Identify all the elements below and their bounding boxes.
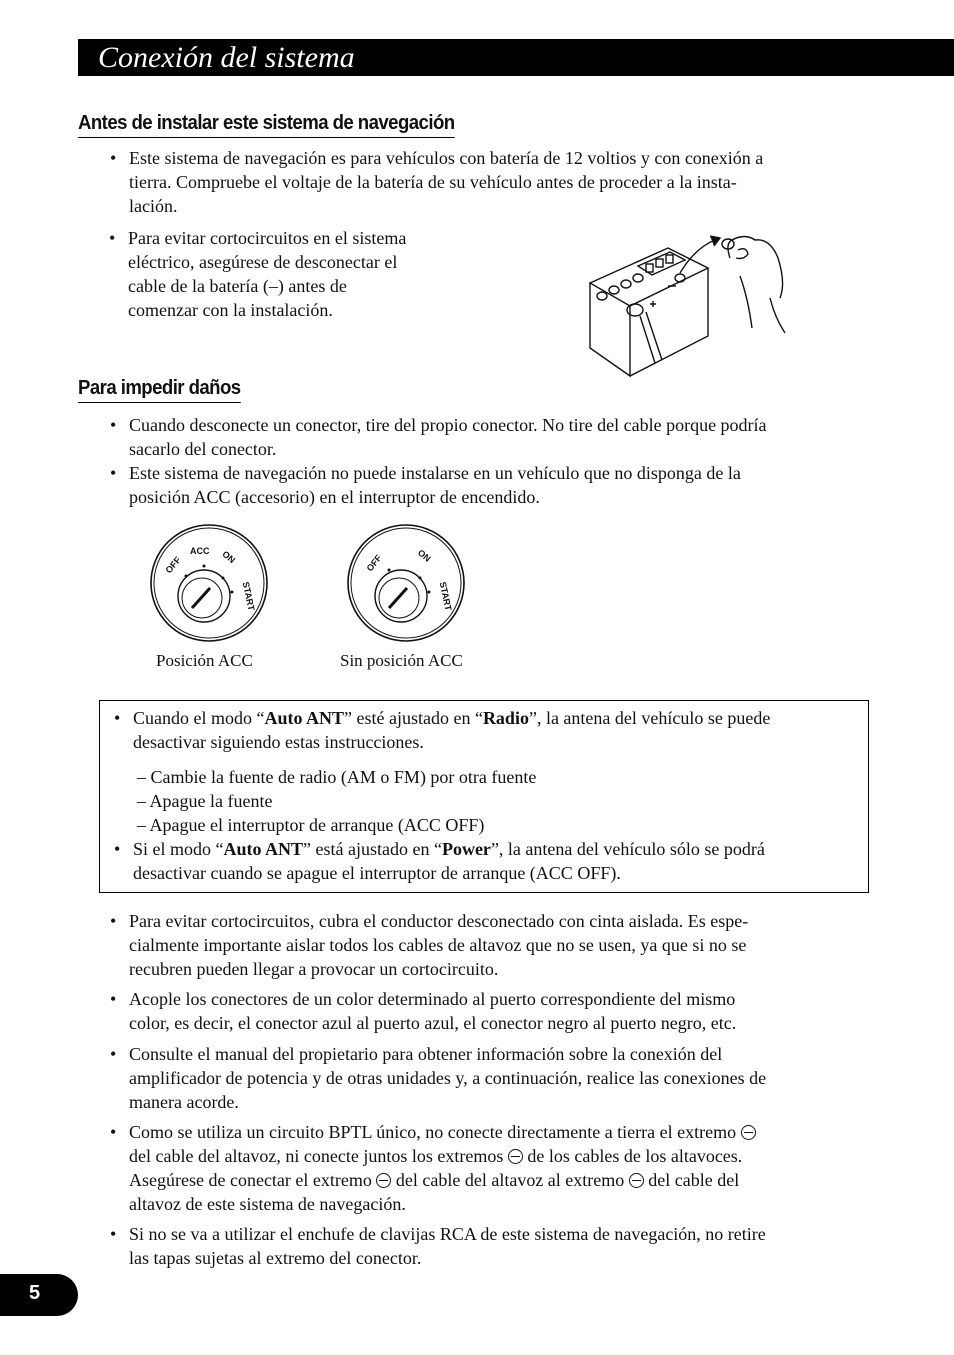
text-line: tierra. Compruebe el voltaje de la batería de su vehículo antes de proceder a la insta- bbox=[129, 172, 737, 192]
ignition-switch-with-acc bbox=[148, 520, 270, 646]
text-line: lación. bbox=[129, 196, 178, 216]
bullet-rca-caps: • Si no se va a utilizar el enchufe de clavijas RCA de este sistema de navegación, no retire las tapas sujetas al extremo del conector. bbox=[110, 1224, 766, 1268]
minus-terminal-icon bbox=[741, 1125, 756, 1140]
text-line: Consulte el manual del propietario para obtener información sobre la conexión del bbox=[129, 1044, 723, 1064]
text-line: amplificador de potencia y de otras unidades y, a continuación, realice las conexiones de bbox=[129, 1068, 767, 1088]
text-line: comenzar con la instalación. bbox=[128, 300, 333, 320]
text-line: eléctrico, asegúrese de desconectar el bbox=[128, 252, 398, 272]
text-run: del cable del altavoz al extremo bbox=[395, 1170, 625, 1190]
minus-terminal-icon bbox=[376, 1173, 391, 1188]
bullet-disconnect-battery: • Para evitar cortocircuitos en el sistema eléctrico, asegúrese de desconectar el cable de la batería (–) antes de comenzar con la instalación. bbox=[109, 228, 407, 320]
text-line bbox=[129, 1168, 756, 1192]
switch-off-label: OFF bbox=[163, 554, 183, 576]
text-line bbox=[129, 1120, 756, 1144]
chapter-title: Conexión del sistema bbox=[98, 41, 355, 74]
text-line: color, es decir, el conector azul al puerto azul, el conector negro al puerto negro, etc. bbox=[129, 1013, 737, 1033]
battery-disconnect-illustration bbox=[580, 228, 795, 380]
caption-no-acc-position: Sin posición ACC bbox=[340, 651, 463, 670]
text-line: cialmente importante aislar todos los cables de altavoz que no se usen, ya que si no se bbox=[129, 935, 747, 955]
bullet-battery-voltage: • Este sistema de navegación es para vehículos con batería de 12 voltios y con conexión a tierra. Compruebe el voltaje de la batería de su vehículo antes de proceder a la insta- lación. bbox=[110, 148, 764, 216]
text-line bbox=[133, 706, 770, 730]
switch-on-label: ON bbox=[415, 547, 433, 564]
switch-off-label: OFF bbox=[364, 552, 384, 574]
text-line: manera acorde. bbox=[129, 1092, 239, 1112]
caption-acc-position: Posición ACC bbox=[156, 651, 253, 670]
bullet-acc-position: • Este sistema de navegación no puede instalarse en un vehículo que no disponga de la posición ACC (accesorio) en el interruptor de encendido. bbox=[110, 463, 741, 507]
mode-value: Radio bbox=[482, 708, 529, 728]
bullet-owner-manual: • Consulte el manual del propietario para obtener información sobre la conexión del amplificador de potencia y de otras unidades y, a continuación, realice las conexiones de manera acorde. bbox=[110, 1044, 767, 1112]
text-run: ” está ajustado en “ bbox=[303, 839, 442, 859]
text-run: Si el modo “ bbox=[133, 839, 224, 859]
text-line: Si no se va a utilizar el enchufe de clavijas RCA de este sistema de navegación, no retire bbox=[129, 1224, 766, 1244]
step-item: – Cambie la fuente de radio (AM o FM) por otra fuente bbox=[137, 767, 537, 787]
switch-acc-label: ACC bbox=[190, 546, 210, 556]
step-item: – Apague el interruptor de arranque (ACC OFF) bbox=[137, 815, 485, 835]
chapter-title-bar bbox=[78, 39, 954, 76]
section-heading-prevent-damage: Para impedir daños bbox=[78, 377, 241, 403]
switch-start-label: START bbox=[437, 580, 454, 612]
text-run: ”, la antena del vehículo sólo se podrá bbox=[490, 839, 765, 859]
text-line: cable de la batería (–) antes de bbox=[128, 276, 347, 296]
bullet-bptl-circuit: • Como se utiliza un circuito BPTL único, no conecte directamente a tierra el extremo del cable del altavoz, ni conecte juntos los extremos de los cables de los altavoces. Asegúrese de conectar el extremo del cable del altavoz al extremo del cable del altavoz de este sistema de navegación. bbox=[129, 1120, 756, 1216]
step-item: – Apague la fuente bbox=[137, 791, 273, 811]
text-run: Asegúrese de conectar el extremo bbox=[129, 1170, 372, 1190]
bullet-insulate: • Para evitar cortocircuitos, cubra el conductor desconectado con cinta aislada. Es espe- cialmente importante aislar todos los cables de altavoz que no se usen, ya que si no se recubren pueden llegar a provocar un cortocircuito. bbox=[110, 911, 749, 979]
note-steps bbox=[137, 765, 536, 837]
text-line: desactivar siguiendo estas instrucciones. bbox=[133, 732, 424, 752]
text-run: del cable del bbox=[648, 1170, 740, 1190]
text-run: ” esté ajustado en “ bbox=[344, 708, 483, 728]
mode-value: Power bbox=[441, 839, 491, 859]
mode-name: Auto ANT bbox=[223, 839, 304, 859]
text-line: Para evitar cortocircuitos, cubra el conductor desconectado con cinta aislada. Es espe- bbox=[129, 911, 749, 931]
text-run: de los cables de los altavoces. bbox=[527, 1146, 743, 1166]
text-line: sacarlo del conector. bbox=[129, 439, 277, 459]
text-line: Cuando desconecte un conector, tire del propio conector. No tire del cable porque podría bbox=[129, 415, 767, 435]
text-run: ”, la antena del vehículo se puede bbox=[528, 708, 771, 728]
ignition-switch-without-acc bbox=[345, 520, 467, 646]
minus-terminal-icon bbox=[508, 1149, 523, 1164]
text-line: recubren pueden llegar a provocar un cortocircuito. bbox=[129, 959, 499, 979]
page-number-tab bbox=[0, 1274, 78, 1316]
section-heading-before-install: Antes de instalar este sistema de navegación bbox=[78, 112, 455, 138]
text-line: Acople los conectores de un color determinado al puerto correspondiente del mismo bbox=[129, 989, 736, 1009]
bullet-color-connectors: • Acople los conectores de un color determinado al puerto correspondiente del mismo color, es decir, el conector azul al puerto azul, el conector negro al puerto negro, etc. bbox=[110, 989, 737, 1033]
text-line bbox=[129, 1144, 756, 1168]
minus-terminal-icon bbox=[629, 1173, 644, 1188]
text-run: del cable del altavoz, ni conecte juntos los extremos bbox=[129, 1146, 504, 1166]
switch-start-label: START bbox=[240, 580, 257, 612]
text-line: desactivar cuando se apague el interruptor de arranque (ACC OFF). bbox=[133, 863, 621, 883]
text-line: posición ACC (accesorio) en el interruptor de encendido. bbox=[129, 487, 540, 507]
note-bullet-radio: • Cuando el modo “Auto ANT” esté ajustado en “Radio”, la antena del vehículo se puede desactivar siguiendo estas instrucciones. bbox=[114, 708, 771, 752]
text-run: Cuando el modo “ bbox=[133, 708, 265, 728]
note-bullet-power: • Si el modo “Auto ANT” está ajustado en “Power”, la antena del vehículo sólo se podrá desactivar cuando se apague el interruptor de arranque (ACC OFF). bbox=[114, 839, 765, 883]
text-line: Este sistema de navegación no puede instalarse en un vehículo que no disponga de la bbox=[129, 463, 741, 483]
text-line: Este sistema de navegación es para vehículos con batería de 12 voltios y con conexión a bbox=[129, 148, 764, 168]
text-line: Para evitar cortocircuitos en el sistema bbox=[128, 228, 407, 248]
mode-name: Auto ANT bbox=[264, 708, 344, 728]
bullet-pull-connector: • Cuando desconecte un conector, tire del propio conector. No tire del cable porque podría sacarlo del conector. bbox=[110, 415, 767, 459]
text-run: Como se utiliza un circuito BPTL único, no conecte directamente a tierra el extremo bbox=[129, 1122, 737, 1142]
text-line bbox=[133, 837, 765, 861]
text-line: altavoz de este sistema de navegación. bbox=[129, 1194, 406, 1214]
switch-on-label: ON bbox=[220, 548, 238, 566]
text-line: las tapas sujetas al extremo del conector. bbox=[129, 1248, 422, 1268]
page-number: 5 bbox=[29, 1282, 41, 1304]
